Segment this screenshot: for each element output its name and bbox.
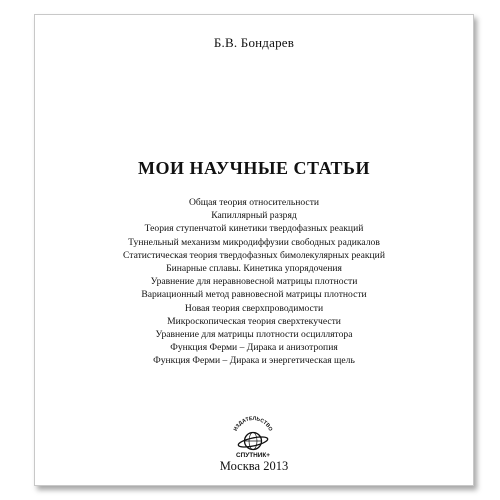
- publisher-name: СПУТНИК+: [236, 452, 270, 459]
- publisher-logo: [228, 412, 278, 462]
- book-title: МОИ НАУЧНЫЕ СТАТЬИ: [138, 158, 370, 178]
- contents-item: Уравнение для неравновесной матрицы плотности: [150, 276, 358, 288]
- contents-item: Функция Ферми – Дирака и энергетическая щель: [153, 355, 355, 367]
- contents-item: Капиллярный разряд: [211, 210, 297, 222]
- contents-item: Уравнение для матрицы плотности осциллятора: [155, 329, 353, 341]
- contents-item: Вариационный метод равновесной матрицы плотности: [141, 289, 367, 301]
- contents-item: Общая теория относительности: [188, 197, 320, 208]
- contents-item: Теория ступенчатой кинетики твердофазных реакций: [144, 223, 364, 235]
- contents-item: Функция Ферми – Дирака и анизотропия: [170, 342, 338, 354]
- globe-with-orbit-icon: [237, 433, 268, 450]
- contents-item: Туннельный механизм микродиффузии свободных радикалов: [128, 236, 380, 248]
- contents-item: Новая теория сверхпроводимости: [184, 302, 324, 314]
- contents-list: [35, 196, 473, 368]
- contents-item: Статистическая теория твердофазных бимолекулярных реакций: [123, 249, 385, 261]
- publisher-arc-text: ИЗДАТЕЛЬСТВО: [232, 415, 274, 433]
- author-name: Б.В. Бондарев: [213, 35, 295, 50]
- imprint: Москва 2013: [219, 459, 289, 473]
- book-title-page: [34, 14, 474, 486]
- contents-item: Микроскопическая теория сверхтекучести: [167, 315, 341, 327]
- contents-item: Бинарные сплавы. Кинетика упорядочения: [166, 263, 342, 275]
